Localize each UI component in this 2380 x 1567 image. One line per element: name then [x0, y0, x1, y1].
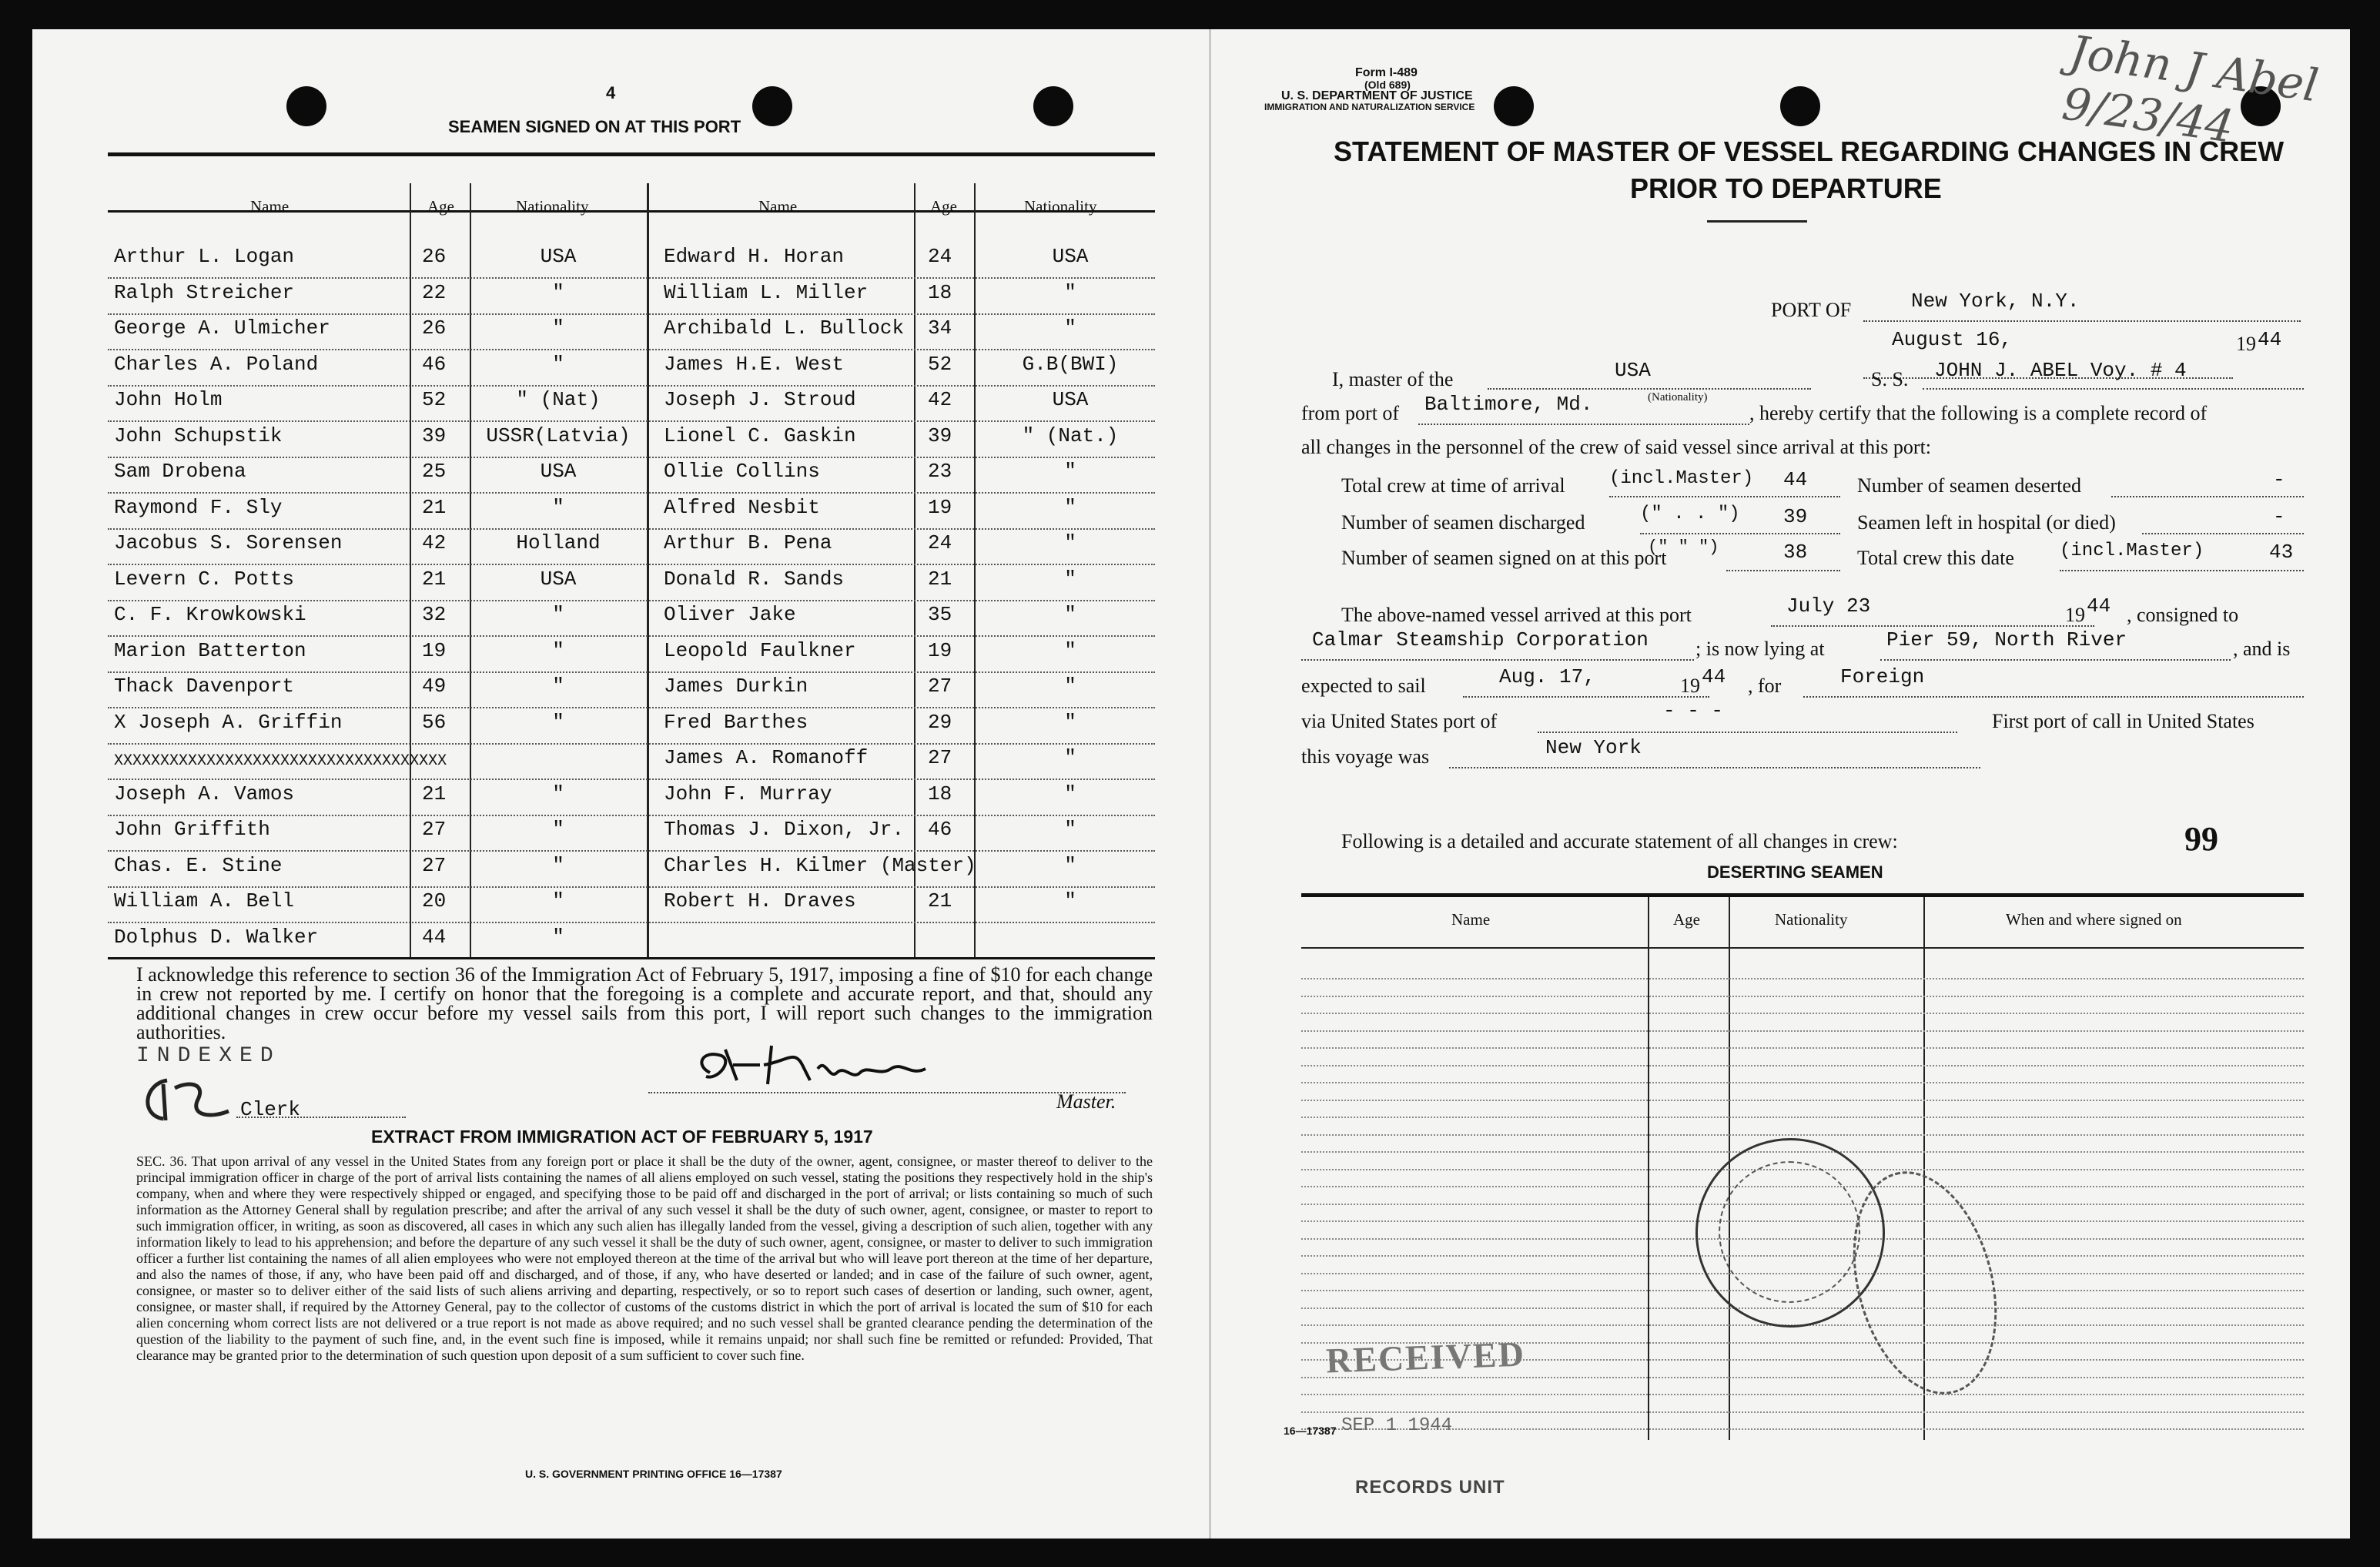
cell-right-age: 18	[928, 280, 952, 304]
master-of-label: I, master of the	[1332, 368, 1454, 390]
deserted-line	[2111, 496, 2304, 497]
cell-right-age: 18	[928, 782, 952, 805]
cell-left-nationality: Holland	[516, 531, 601, 554]
cell-left-nationality: "	[552, 280, 564, 304]
row-rule	[108, 922, 1155, 923]
deserting-row-rule	[1301, 1134, 2304, 1136]
total-crew-date-label: Total crew this date	[1857, 547, 2014, 569]
for-line	[1803, 696, 2304, 698]
col-header-when-where: When and where signed on	[2006, 910, 2182, 929]
table-row	[108, 603, 1155, 638]
cell-right-nationality: "	[1064, 280, 1076, 304]
cell-left-name: John Griffith	[114, 818, 270, 841]
cell-right-age: 21	[928, 567, 952, 591]
cell-right-nationality: "	[1064, 495, 1076, 519]
master-signature	[687, 1042, 949, 1096]
cell-right-name: James Durkin	[664, 675, 808, 698]
row-rule	[108, 457, 1155, 458]
cell-right-nationality: " (Nat.)	[1022, 424, 1119, 447]
records-unit-stamp: RECORDS UNIT	[1355, 1477, 1505, 1498]
voyage-label: this voyage was	[1301, 745, 1430, 768]
deserting-row-rule	[1301, 1082, 2304, 1083]
expected-year: 44	[1702, 665, 1726, 688]
cell-left-age: 46	[422, 352, 447, 376]
nationality-caption: (Nationality)	[1648, 391, 1708, 403]
master-of-value: USA	[1615, 359, 1651, 382]
table-row	[108, 316, 1155, 352]
cell-right-age: 19	[928, 638, 952, 662]
clerk-initials-signature	[136, 1073, 236, 1127]
row-rule	[108, 349, 1155, 350]
cell-left-age: 52	[422, 388, 447, 411]
cell-left-age: 32	[422, 603, 447, 626]
title-rule	[1707, 220, 1807, 223]
cell-right-name: William L. Miller	[664, 280, 869, 304]
expected-year-prefix: 19	[1680, 675, 1700, 697]
cell-left-age: 21	[422, 567, 447, 591]
total-crew-arrival-value: 44	[1783, 468, 1808, 491]
cell-right-nationality: USA	[1052, 245, 1089, 268]
arrived-line	[1771, 625, 2094, 627]
consigned-label: , consigned to	[2127, 604, 2239, 626]
year-value: 44	[2258, 328, 2282, 351]
deserting-row-rule	[1301, 1047, 2304, 1049]
cell-right-nationality: "	[1064, 818, 1076, 841]
cell-left-nationality: USA	[540, 460, 577, 483]
cell-left-age: 27	[422, 818, 447, 841]
cell-right-name: Alfred Nesbit	[664, 495, 820, 519]
deserting-row-rule	[1301, 1411, 2304, 1413]
extract-text: SEC. 36. That upon arrival of any vessel in the United States from any foreign port or place it shall be the duty of the owner, agent, consignee, or master thereof to deliver to the principal immigration officer in charge of the port of arrival lists containing the names of all aliens employed on such vessel, stating the positions they respectively hold in the ship's company, when and where they were respectively shipped or engaged, and specifying those to be paid off and discharged in the port of arrival; or lists containing so much of such information as the Attorney General shall by regulation prescribe; and after the arrival of any such vessel it shall be the duty of such owner, agent, consignee, or master to report to such immigration officer, in writing, as soon as discovered, all cases in which any such alien has illegally landed from the vessel, giving a description of such alien, together with any information likely to lead to his apprehension; and before the departure of any such vessel it shall be the duty of such owner, agent, consignee, or master to deliver to such immigration officer a further list containing the names of all alien employees who were not employed thereon at the time of the arrival but who will leave port thereon at the time of her departure, and also the names of those, if any, who have been paid off and discharged, and of those, if any, who have deserted or landed; and in case of the failure of such owner, agent, consignee, or master so to deliver either of the said lists of such aliens arriving and departing, respectively, or so to report such cases of desertion or landing, such owner, agent, consignee, or master shall, if required by the Attorney General, pay to the collector of customs of the customs district in which the port of arrival is located the sum of $10 for each alien concerning whom correct lists are not delivered or a true report is not made as above required; and no such vessel shall be granted clearance pending the determination of the question of the liability to the payment of such fine, and, in the event such fine is imposed, while it remains unpaid; nor shall such fine be remitted or refunded: Provided, That clearance may be granted prior to the determination of such question upon deposit of a sum sufficient to cover such fine.	[136, 1153, 1153, 1363]
table-row	[108, 639, 1155, 675]
cell-right-age: 24	[928, 245, 952, 268]
hospital-line	[2142, 533, 2304, 534]
cell-left-nationality: "	[552, 889, 564, 912]
cell-left-name: Charles A. Poland	[114, 352, 319, 376]
following-text: Following is a detailed and accurate statement of all changes in crew:	[1341, 830, 1898, 852]
year-prefix: 19	[2236, 333, 2256, 355]
deserting-row-rule	[1301, 978, 2304, 979]
from-port-line	[1418, 424, 1749, 425]
cell-right-nationality: "	[1064, 710, 1076, 734]
cell-right-nationality: "	[1064, 889, 1076, 912]
table-row	[108, 926, 1155, 961]
table-row	[108, 245, 1155, 280]
form-id: Form I-489	[1355, 66, 1418, 79]
cell-left-age: 49	[422, 675, 447, 698]
cell-right-name: Oliver Jake	[664, 603, 796, 626]
page-fold	[1209, 29, 1211, 1539]
punch-hole	[752, 86, 792, 126]
voyage-value: New York	[1545, 736, 1642, 759]
cell-right-nationality: "	[1064, 853, 1076, 877]
cell-right-age: 34	[928, 316, 952, 340]
section-title: SEAMEN SIGNED ON AT THIS PORT	[448, 117, 741, 136]
row-rule	[108, 815, 1155, 816]
cell-right-name: John F. Murray	[664, 782, 832, 805]
punch-hole	[286, 86, 326, 126]
consignee-value: Calmar Steamship Corporation	[1312, 628, 1649, 651]
cell-left-name: William A. Bell	[114, 889, 295, 912]
deserting-row-rule	[1301, 1013, 2304, 1014]
arrived-year: 44	[2087, 594, 2111, 618]
cell-left-name: Levern C. Potts	[114, 567, 295, 591]
cell-left-name: Thack Davenport	[114, 675, 295, 698]
department-name: U. S. DEPARTMENT OF JUSTICE	[1281, 89, 1473, 102]
received-stamp: RECEIVED	[1325, 1334, 1526, 1381]
cell-left-nationality: USA	[540, 567, 577, 591]
table-bottom-rule	[108, 957, 1155, 959]
deserting-title: DESERTING SEAMEN	[1707, 862, 1883, 882]
cell-left-age: 56	[422, 710, 447, 734]
cell-left-nationality: "	[552, 675, 564, 698]
row-rule	[108, 778, 1155, 780]
cell-right-name: James A. Romanoff	[664, 746, 869, 769]
total-crew-date-value: 43	[2269, 541, 2294, 564]
lying-line	[1880, 659, 2231, 661]
cell-right-name: Edward H. Horan	[664, 245, 845, 268]
row-rule	[108, 528, 1155, 530]
and-is-label: , and is	[2233, 638, 2291, 660]
table-row	[108, 424, 1155, 460]
table-row	[108, 281, 1155, 316]
cell-right-name: Donald R. Sands	[664, 567, 845, 591]
cell-right-name: Lionel C. Gaskin	[664, 424, 856, 447]
cell-left-age: 39	[422, 424, 447, 447]
cell-left-nationality: USA	[540, 245, 577, 268]
row-rule	[108, 492, 1155, 494]
certify-text-1: , hereby certify that the following is a complete record of	[1749, 402, 2208, 424]
cell-right-nationality: "	[1064, 675, 1076, 698]
cell-left-name: Jacobus S. Sorensen	[114, 531, 343, 554]
cell-right-name: Ollie Collins	[664, 460, 820, 483]
cell-left-name: Marion Batterton	[114, 638, 306, 662]
form-number-footer: 16—17387	[1284, 1425, 1337, 1437]
cell-right-age: 52	[928, 352, 952, 376]
row-rule	[108, 850, 1155, 852]
signed-on-line	[1726, 570, 1840, 571]
cell-left-nationality: " (Nat)	[516, 388, 601, 411]
deserting-row-rule	[1301, 1117, 2304, 1118]
port-value: New York, N.Y.	[1911, 290, 2080, 313]
deserting-row-rule	[1301, 1100, 2304, 1101]
table-row	[108, 675, 1155, 710]
total-crew-date-note: (incl.Master)	[2060, 541, 2204, 561]
deserting-row-rule	[1301, 1065, 2304, 1066]
port-label: PORT OF	[1771, 299, 1852, 321]
for-label: , for	[1748, 675, 1782, 697]
cell-left-nationality: "	[552, 316, 564, 340]
row-rule	[108, 600, 1155, 601]
cell-right-age: 21	[928, 889, 952, 912]
hospital-label: Seamen left in hospital (or died)	[1857, 511, 2116, 534]
deserting-header-rule	[1301, 947, 2304, 949]
table-row	[108, 568, 1155, 603]
cell-right-name: Robert H. Draves	[664, 889, 856, 912]
deserting-row-rule	[1301, 1394, 2304, 1395]
row-rule	[108, 671, 1155, 673]
indexed-stamp: INDEXED	[136, 1044, 281, 1068]
acknowledgement-text: I acknowledge this reference to section 36 of the Immigration Act of February 5, 1917, imposing a fine of $10 for each change in crew not reported by me. I certify on honor that the foregoing is a complete and accurate report, and that, should any additional changes in crew occur before my vessel sails from this port, I will report such changes to the immigration authorities.	[136, 963, 1153, 1043]
col-header-name: Name	[758, 197, 798, 216]
date-value: August 16,	[1892, 328, 2013, 351]
row-rule	[108, 313, 1155, 315]
master-line	[648, 1092, 1126, 1093]
table-row	[108, 782, 1155, 818]
voyage-line	[1449, 767, 1980, 768]
cell-right-age: 39	[928, 424, 952, 447]
table-row	[108, 460, 1155, 495]
cell-right-age: 27	[928, 675, 952, 698]
deserting-row-rule	[1301, 1030, 2304, 1032]
service-name: IMMIGRATION AND NATURALIZATION SERVICE	[1264, 102, 1475, 112]
cell-right-age: 42	[928, 388, 952, 411]
cell-left-age: 22	[422, 280, 447, 304]
cell-left-age: 42	[422, 531, 447, 554]
row-rule	[108, 743, 1155, 745]
extract-title: EXTRACT FROM IMMIGRATION ACT OF FEBRUARY 5, 1917	[371, 1127, 873, 1147]
expected-line	[1463, 696, 1709, 698]
from-port-value: Baltimore, Md.	[1424, 393, 1593, 416]
cell-left-age: 27	[422, 853, 447, 877]
cell-left-nationality: "	[552, 818, 564, 841]
via-line	[1538, 732, 1957, 733]
cell-right-age: 24	[928, 531, 952, 554]
cell-right-age: 23	[928, 460, 952, 483]
signed-on-note: (" " ")	[1648, 537, 1719, 557]
form-title-line1: STATEMENT OF MASTER OF VESSEL REGARDING CHANGES IN CREW	[1334, 136, 2285, 167]
table-row	[108, 353, 1155, 388]
cell-left-name: John Holm	[114, 388, 223, 411]
col-header-nationality: Nationality	[1775, 910, 1848, 929]
cell-right-nationality: "	[1064, 782, 1076, 805]
form-old: (Old 689)	[1364, 79, 1411, 91]
row-rule	[108, 886, 1155, 888]
master-label: Master.	[1056, 1090, 1116, 1113]
cell-right-nationality: "	[1064, 531, 1076, 554]
table-row	[108, 854, 1155, 889]
cell-left-age: 20	[422, 889, 447, 912]
cell-left-name: Ralph Streicher	[114, 280, 295, 304]
deserting-row-rule	[1301, 996, 2304, 997]
lying-label: ; is now lying at	[1695, 638, 1825, 660]
cell-left-nationality: "	[552, 782, 564, 805]
via-value: - - -	[1663, 699, 1724, 722]
row-rule	[108, 707, 1155, 708]
cell-left-age: 21	[422, 495, 447, 519]
row-rule	[108, 420, 1155, 422]
cell-right-name: Charles H. Kilmer (Master)	[664, 853, 976, 877]
cell-right-nationality: "	[1064, 460, 1076, 483]
table-row	[108, 889, 1155, 925]
col-header-name: Name	[1451, 910, 1491, 929]
punch-hole	[1494, 86, 1534, 126]
cell-left-name: Sam Drobena	[114, 460, 246, 483]
cell-left-name: Arthur L. Logan	[114, 245, 295, 268]
cell-right-name: Thomas J. Dixon, Jr.	[664, 818, 905, 841]
lying-value: Pier 59, North River	[1886, 628, 2127, 651]
cell-left-nationality: "	[552, 710, 564, 734]
cell-right-nationality: "	[1064, 746, 1076, 769]
cell-right-nationality: USA	[1052, 388, 1089, 411]
discharged-line	[1640, 533, 1840, 534]
cell-left-name: XXXXXXXXXXXXXXXXXXXXXXXXXXXXXXXXXXXX	[114, 752, 447, 770]
cell-right-age: 35	[928, 603, 952, 626]
first-call-label: First port of call in United States	[1992, 710, 2254, 732]
row-rule	[108, 564, 1155, 565]
table-row	[108, 818, 1155, 853]
cell-right-age: 46	[928, 818, 952, 841]
number-stamp: 99	[2184, 820, 2218, 858]
punch-hole	[1780, 86, 1820, 126]
arrived-year-prefix: 19	[2065, 604, 2085, 626]
cell-right-name: Archibald L. Bullock	[664, 316, 905, 340]
master-of-line	[1488, 388, 1811, 390]
arrived-value: July 23	[1786, 594, 1871, 618]
document-sheet	[32, 25, 2350, 1539]
ss-line	[1923, 388, 2304, 390]
cell-left-name: George A. Ulmicher	[114, 316, 330, 340]
deserting-table-top	[1301, 893, 2304, 897]
cell-left-age: 25	[422, 460, 447, 483]
row-rule	[108, 635, 1155, 637]
via-label: via United States port of	[1301, 710, 1498, 732]
for-value: Foreign	[1840, 665, 1925, 688]
discharged-label: Number of seamen discharged	[1341, 511, 1585, 534]
ss-value: JOHN J. ABEL Voy. # 4	[1934, 359, 2187, 382]
cell-right-age: 19	[928, 495, 952, 519]
col-header-nationality: Nationality	[516, 197, 589, 216]
cell-left-age: 44	[422, 925, 447, 949]
cell-right-nationality: "	[1064, 638, 1076, 662]
cell-left-nationality: "	[552, 603, 564, 626]
deserted-value: -	[2273, 468, 2285, 491]
row-rule	[108, 385, 1155, 387]
cell-right-name: Arthur B. Pena	[664, 531, 832, 554]
signed-on-value: 38	[1783, 541, 1808, 564]
cell-left-age: 26	[422, 245, 447, 268]
cell-left-name: Joseph A. Vamos	[114, 782, 295, 805]
cell-right-nationality: "	[1064, 603, 1076, 626]
handwritten-note: John J Abel 9/23/44	[2059, 25, 2321, 153]
cell-right-nationality: "	[1064, 316, 1076, 340]
table-row	[108, 531, 1155, 567]
cell-left-nationality: "	[552, 925, 564, 949]
cell-left-nationality: USSR(Latvia)	[486, 424, 631, 447]
col-header-age: Age	[1673, 910, 1700, 929]
cell-left-name: Chas. E. Stine	[114, 853, 283, 877]
cell-right-age: 27	[928, 746, 952, 769]
received-date: SEP 1 1944	[1341, 1415, 1453, 1436]
cell-right-name: James H.E. West	[664, 352, 845, 376]
form-title-line2: PRIOR TO DEPARTURE	[1630, 172, 1942, 204]
discharged-value: 39	[1783, 505, 1808, 528]
total-crew-arrival-line	[1609, 496, 1840, 497]
deserted-label: Number of seamen deserted	[1857, 474, 2081, 497]
circular-postmark-stamp-inner	[1719, 1161, 1860, 1303]
from-port-label: from port of	[1301, 402, 1400, 424]
cell-left-name: C. F. Krowkowski	[114, 603, 306, 626]
cell-left-nationality: "	[552, 352, 564, 376]
cell-left-age: 21	[422, 782, 447, 805]
cell-left-age: 26	[422, 316, 447, 340]
row-rule	[108, 277, 1155, 279]
printing-office-footer: U. S. GOVERNMENT PRINTING OFFICE 16—17387	[525, 1468, 782, 1480]
col-header-age: Age	[427, 197, 454, 216]
cell-left-nationality: "	[552, 495, 564, 519]
cell-right-nationality: "	[1064, 567, 1076, 591]
table-row	[108, 711, 1155, 746]
page-number: 4	[606, 83, 616, 102]
cell-right-age: 29	[928, 710, 952, 734]
cell-right-nationality: G.B(BWI)	[1022, 352, 1119, 376]
total-crew-arrival-note: (incl.Master)	[1609, 468, 1754, 489]
expected-label: expected to sail	[1301, 675, 1426, 697]
cell-right-name: Leopold Faulkner	[664, 638, 856, 662]
total-crew-date-line	[2060, 570, 2304, 571]
signed-on-label: Number of seamen signed on at this port	[1341, 547, 1667, 569]
cell-right-name: Fred Barthes	[664, 710, 808, 734]
certify-text-2: all changes in the personnel of the crew of said vessel since arrival at this port:	[1301, 436, 1932, 458]
clerk-line	[236, 1117, 406, 1118]
cell-right-name: Joseph J. Stroud	[664, 388, 856, 411]
discharged-note: (" . . ")	[1640, 504, 1740, 524]
expected-value: Aug. 17,	[1499, 665, 1595, 688]
table-row	[108, 496, 1155, 531]
cell-left-age: 19	[422, 638, 447, 662]
col-header-age: Age	[930, 197, 957, 216]
hospital-value: -	[2273, 505, 2285, 528]
ss-label: S. S.	[1871, 368, 1909, 390]
table-row	[108, 388, 1155, 424]
col-header-nationality: Nationality	[1024, 197, 1097, 216]
cell-left-name: John Schupstik	[114, 424, 283, 447]
punch-hole	[1033, 86, 1073, 126]
table-row	[108, 746, 1155, 782]
col-header-name: Name	[250, 197, 290, 216]
cell-left-nationality: "	[552, 853, 564, 877]
clerk-label: Clerk	[240, 1098, 301, 1121]
cell-left-nationality: "	[552, 638, 564, 662]
port-line	[1863, 320, 2301, 322]
cell-left-name: X Joseph A. Griffin	[114, 710, 343, 734]
cell-left-name: Dolphus D. Walker	[114, 925, 319, 949]
cell-left-name: Raymond F. Sly	[114, 495, 283, 519]
arrived-label: The above-named vessel arrived at this port	[1341, 604, 1692, 626]
total-crew-arrival-label: Total crew at time of arrival	[1341, 474, 1565, 497]
consignee-line	[1301, 659, 1694, 661]
